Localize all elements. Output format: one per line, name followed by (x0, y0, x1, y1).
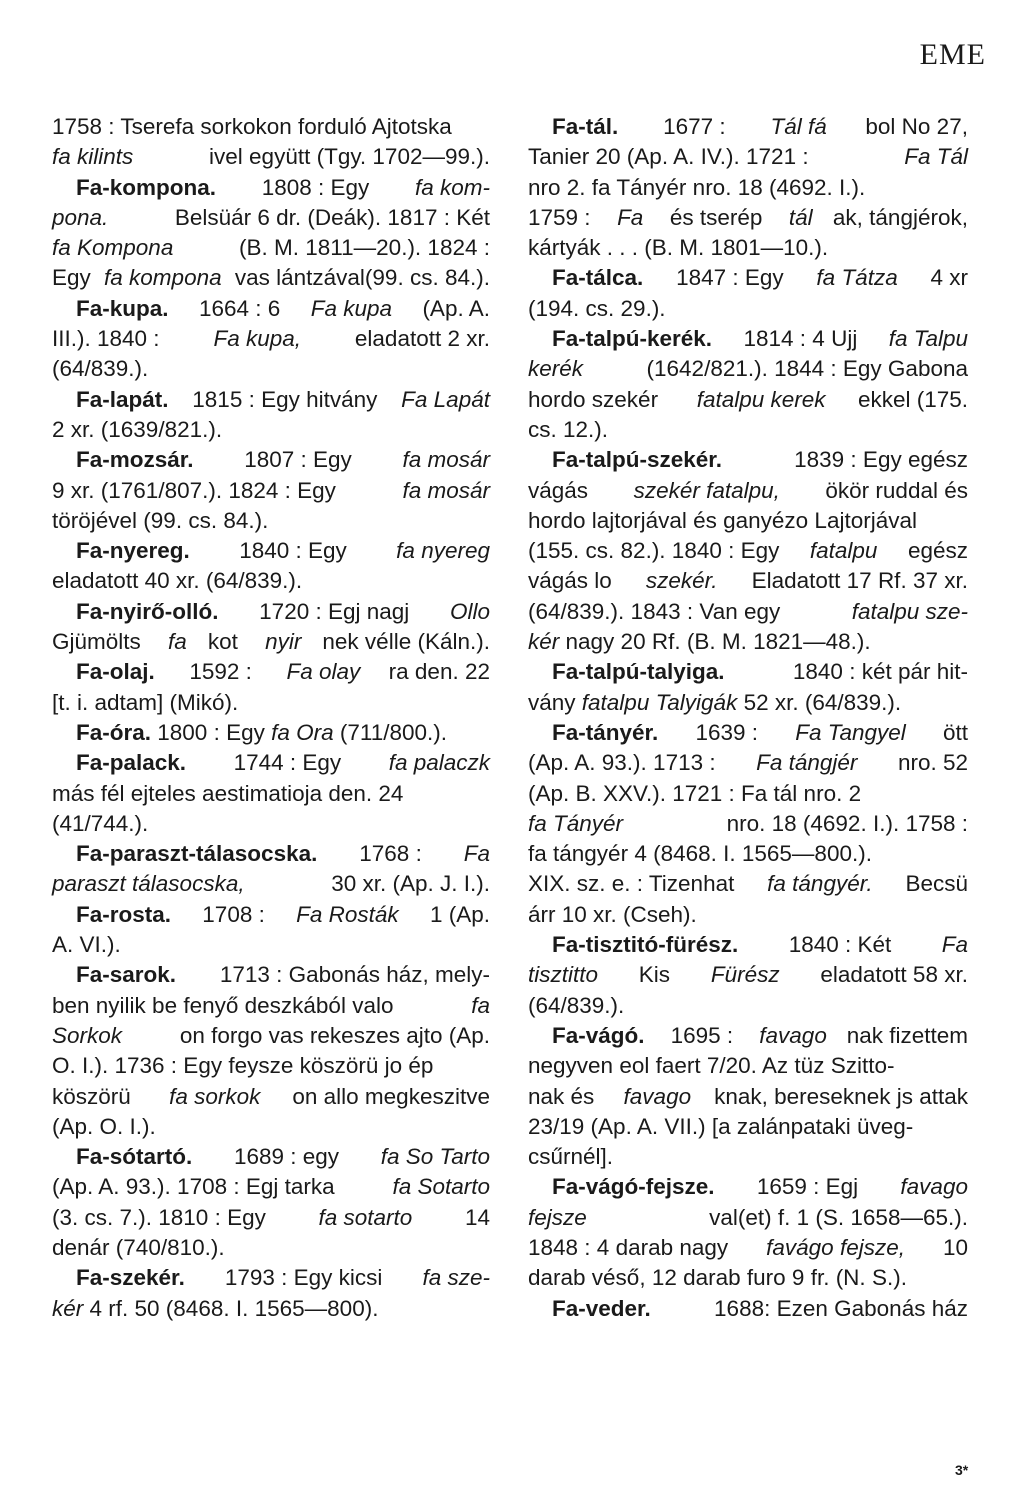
text-line (528, 1021, 968, 1051)
text-line (52, 1112, 490, 1142)
text-line (52, 930, 490, 960)
text-line (528, 930, 968, 960)
line-text: 2 xr. (1639/821.). (52, 416, 223, 442)
text-line (52, 597, 490, 627)
line-text: Egy (52, 265, 98, 291)
line-text: 1592 : (183, 659, 259, 685)
text-line (528, 142, 968, 172)
entry-headword: Fa-talpú-talyiga. (552, 659, 725, 685)
text-line (52, 960, 490, 990)
line-text: 52 xr. (64/839.). (737, 689, 902, 715)
text-line (528, 173, 968, 203)
line-text: árr 10 xr. (Cseh). (528, 901, 697, 927)
text-line (528, 1082, 968, 1112)
text-line (52, 1294, 490, 1324)
quoted-term: favago (900, 1174, 968, 1200)
quoted-term: fa sze- (422, 1265, 490, 1291)
line-text: (711/800.). (333, 719, 448, 745)
entry-headword: Fa-rosta. (76, 901, 172, 927)
text-line (52, 173, 490, 203)
text-line (52, 112, 490, 142)
line-text: 1808 : Egy (255, 174, 376, 200)
quoted-term: kér (528, 629, 560, 655)
quoted-term: fa Sotarto (392, 1174, 490, 1200)
text-line (528, 1233, 968, 1263)
text-line (52, 1082, 490, 1112)
line-text: 30 xr. (Ap. J. I.). (324, 871, 490, 897)
line-text: 1840 : Két (782, 932, 898, 958)
text-line (52, 294, 490, 324)
line-text: töröjével (99. cs. 84.). (52, 507, 269, 533)
line-text: nro 2. fa Tányér nro. 18 (4692. I.). (528, 174, 866, 200)
text-line (52, 536, 490, 566)
text-line (528, 324, 968, 354)
line-text: 1 (Ap. (423, 901, 490, 927)
text-line (528, 718, 968, 748)
line-text: 23/19 (Ap. A. VII.) [a zalánpataki üveg- (528, 1113, 914, 1139)
line-text: Kis (632, 962, 677, 988)
text-line (528, 869, 968, 899)
line-text: fa tángyér 4 (8468. I. 1565—800.). (528, 841, 872, 867)
text-line (528, 112, 968, 142)
line-text: cs. 12.). (528, 416, 609, 442)
text-line (52, 627, 490, 657)
entry-headword: Fa-lapát. (76, 386, 169, 412)
quoted-term: fa sorkok (169, 1083, 261, 1109)
line-text: köszörü (52, 1083, 138, 1109)
line-text: ökör ruddal és (819, 477, 968, 503)
line-text: vas lántzával(99. cs. 84.). (228, 265, 490, 291)
text-line (52, 1021, 490, 1051)
quoted-term: fa Tányér (528, 810, 624, 836)
line-text: 1814 : 4 Ujj (737, 326, 864, 352)
entry-headword: Fa-olaj. (76, 659, 155, 685)
quoted-term: Ollo (449, 598, 490, 624)
line-text: (41/744.). (52, 810, 149, 836)
line-text: 1848 : 4 darab nagy (528, 1234, 735, 1260)
line-text: (64/839.). (52, 356, 149, 382)
quoted-term: fa So Tarto (380, 1144, 490, 1170)
line-text: knak, bereseknek js attak (714, 1083, 968, 1109)
text-line (52, 1263, 490, 1293)
line-text: (64/839.). 1843 : Van egy (528, 598, 787, 624)
text-line (52, 869, 490, 899)
text-line (52, 445, 490, 475)
line-text: III.). 1840 : (52, 326, 166, 352)
line-text: bol No 27, (865, 114, 968, 139)
quoted-term: Fa Lapát (401, 386, 490, 412)
line-text: nek vélle (Káln.). (322, 629, 490, 655)
line-text: (64/839.). (528, 992, 625, 1018)
line-text: 1759 : (528, 204, 597, 230)
line-text: (155. cs. 82.). 1840 : Egy (528, 538, 786, 564)
text-line (52, 718, 490, 748)
text-line (528, 1142, 968, 1172)
line-text: 1768 : (353, 841, 429, 867)
line-text: [t. i. adtam] (Mikó). (52, 689, 239, 715)
text-line (52, 688, 490, 718)
text-line (528, 960, 968, 990)
entry-headword: Fa-paraszt-tálasocska. (76, 841, 318, 867)
text-line (528, 1263, 968, 1293)
quoted-term: fejsze (528, 1204, 587, 1230)
text-line (52, 203, 490, 233)
line-text: A. VI.). (52, 932, 121, 958)
line-text: eladatott 40 xr. (64/839.). (52, 568, 303, 594)
quoted-term: fa kompona (104, 265, 222, 291)
text-line (528, 354, 968, 384)
quoted-term: fatalpu kerek (696, 386, 826, 412)
line-text: vágás lo (528, 568, 619, 594)
quoted-term: favágo fejsze, (766, 1234, 905, 1260)
line-text: 1815 : Egy hitvány (186, 386, 384, 412)
line-text: (Ap. A. (416, 295, 490, 321)
text-line (52, 779, 490, 809)
line-text: 1688: Ezen Gabonás ház (707, 1295, 968, 1321)
quoted-term: fa Tátza (816, 265, 898, 291)
left-column (52, 112, 490, 1324)
text-line (52, 991, 490, 1021)
text-line (528, 1051, 968, 1081)
quoted-term: fa mosár (402, 447, 490, 473)
line-text: 10 (936, 1234, 968, 1260)
line-text: 1720 : Egj nagj (252, 598, 416, 624)
line-text: és tserép (663, 204, 769, 230)
line-text: 1847 : Egy (669, 265, 790, 291)
text-line (52, 900, 490, 930)
text-line (52, 233, 490, 263)
line-text: vágás (528, 477, 595, 503)
line-text: 1639 : (689, 719, 765, 745)
entry-headword: Fa-veder. (552, 1295, 651, 1321)
entry-headword: Fa-mozsár. (76, 447, 194, 473)
line-text: 1840 : két pár hit- (786, 659, 968, 685)
text-line (528, 294, 968, 324)
text-line (52, 506, 490, 536)
text-line (528, 536, 968, 566)
line-text: 1758 : Tserefa sorkokon forduló Ajtotska (52, 114, 452, 139)
line-text: XIX. sz. e. : Tizenhat (528, 871, 741, 897)
line-text: on allo megkeszitve (292, 1083, 490, 1109)
line-text: ivel együtt (Tgy. 1702—99.). (209, 144, 490, 170)
text-line (52, 1051, 490, 1081)
quoted-term: Fa Rosták (296, 901, 399, 927)
entry-headword: Fa-tisztitó-fürész. (552, 932, 739, 958)
text-line (528, 445, 968, 475)
quoted-term: Tál fá (770, 114, 827, 139)
text-line (528, 657, 968, 687)
entry-headword: Fa-nyereg. (76, 538, 190, 564)
quoted-term: paraszt tálasocska, (52, 871, 245, 897)
quoted-term: Fa kupa (310, 295, 393, 321)
right-column (528, 112, 968, 1324)
quoted-term: Fa kupa, (213, 326, 302, 352)
line-text: nak és (528, 1083, 601, 1109)
line-text: 1800 : Egy (151, 719, 272, 745)
line-text: eladatott 2 xr. (348, 326, 490, 352)
text-line (528, 688, 968, 718)
line-text: vány (528, 689, 582, 715)
text-line (528, 566, 968, 596)
quoted-term: fa kilints (52, 144, 134, 170)
text-line (528, 1203, 968, 1233)
text-line (528, 748, 968, 778)
quoted-term: fatalpu (809, 538, 878, 564)
line-text: 1677 : (656, 114, 732, 139)
quoted-term: Fa (941, 932, 968, 958)
text-line (528, 900, 968, 930)
text-line (52, 566, 490, 596)
text-line (52, 839, 490, 869)
line-text: (Ap. A. 93.). 1708 : Egj tarka (52, 1174, 341, 1200)
line-text: 4 rf. 50 (8468. I. 1565—800). (83, 1295, 379, 1321)
text-line (52, 1172, 490, 1202)
line-text: kártyák . . . (B. M. 1801—10.). (528, 235, 829, 261)
line-text: (3. cs. 7.). 1810 : Egy (52, 1204, 273, 1230)
entry-headword: Fa-sótartó. (76, 1144, 193, 1170)
line-text: Belsüár 6 dr. (Deák). 1817 : Két (168, 204, 490, 230)
quoted-term: Sorkok (52, 1022, 123, 1048)
line-text: kot (207, 629, 245, 655)
quoted-term: szekér. (645, 568, 718, 594)
line-text: ak, tángjérok, (832, 204, 968, 230)
line-text: darab véső, 12 darab furo 9 fr. (N. S.). (528, 1265, 907, 1291)
line-text: denár (740/810.). (52, 1234, 225, 1260)
line-text: negyven eol faert 7/20. Az tüz Szitto- (528, 1053, 895, 1079)
line-text: O. I.). 1736 : Egy feysze köszörü jo ép (52, 1053, 434, 1079)
entry-headword: Fa-tál. (552, 114, 619, 139)
text-line (528, 476, 968, 506)
text-line (52, 1203, 490, 1233)
text-line (528, 1294, 968, 1324)
quoted-term: szekér fatalpu, (633, 477, 780, 503)
quoted-term: fa palaczk (388, 750, 490, 776)
line-text: Gjümölts (52, 629, 148, 655)
entry-headword: Fa-vágó-fejsze. (552, 1174, 715, 1200)
quoted-term: fa tángyér. (767, 871, 873, 897)
line-text: ra den. 22 (388, 659, 490, 685)
quoted-term: fatalpu Talyigák (581, 689, 738, 715)
quoted-term: Fa olay (286, 659, 361, 685)
signature-mark: 3* (955, 1462, 969, 1478)
line-text: csűrnél]. (528, 1144, 614, 1170)
line-text: Tanier 20 (Ap. A. IV.). 1721 : (528, 144, 815, 170)
quoted-term: fa mosár (402, 477, 490, 503)
quoted-term: fa Ora (271, 719, 334, 745)
publisher-mark: EME (919, 38, 986, 71)
line-text: val(et) f. 1 (S. 1658—65.). (702, 1204, 968, 1230)
text-line (52, 476, 490, 506)
line-text: (B. M. 1811—20.). 1824 : (232, 235, 490, 261)
quoted-term: kér (52, 1295, 84, 1321)
entry-headword: Fa-tálca. (552, 265, 644, 291)
quoted-term: pona. (52, 204, 109, 230)
entry-headword: Fa-talpú-kerék. (552, 326, 713, 352)
line-text: ött (936, 719, 968, 745)
line-text: hordo lajtorjával és ganyézo Lajtorjával (528, 507, 917, 533)
line-text: nak fizettem (846, 1022, 968, 1048)
entry-headword: Fa-sarok. (76, 962, 177, 988)
line-text: más fél ejteles aestimatioja den. 24 (52, 780, 404, 806)
line-text: (194. cs. 29.). (528, 295, 666, 321)
quoted-term: fa Kompona (52, 235, 174, 261)
quoted-term: Fa Tál (904, 144, 968, 170)
entry-headword: Fa-kompona. (76, 174, 217, 200)
text-line (528, 233, 968, 263)
line-text: 1713 : Gabonás ház, mely- (213, 962, 490, 988)
text-line (52, 748, 490, 778)
line-text: ekkel (175. (857, 386, 968, 412)
line-text: 1708 : (196, 901, 272, 927)
text-line (528, 415, 968, 445)
line-text: 1793 : Egy kicsi (218, 1265, 389, 1291)
line-text: 1695 : (664, 1022, 740, 1048)
text-line (528, 991, 968, 1021)
entry-headword: Fa-palack. (76, 750, 187, 776)
line-text: nagy 20 Rf. (B. M. 1821—48.). (559, 629, 871, 655)
entry-headword: Fa-kupa. (76, 295, 169, 321)
quoted-term: Fa Tangyel (795, 719, 906, 745)
entry-headword: Fa-szekér. (76, 1265, 185, 1291)
text-line (528, 385, 968, 415)
text-line (52, 809, 490, 839)
quoted-term: fa (471, 992, 490, 1018)
text-line (528, 203, 968, 233)
line-text: 14 (458, 1204, 490, 1230)
line-text: Becsü (899, 871, 968, 897)
line-text: egész (901, 538, 968, 564)
text-line (528, 839, 968, 869)
quoted-term: fa kom- (414, 174, 490, 200)
line-text: (Ap. O. I.). (52, 1113, 156, 1139)
text-line (528, 1112, 968, 1142)
text-line (528, 627, 968, 657)
text-line (52, 324, 490, 354)
line-text: hordo szekér (528, 386, 665, 412)
line-text: 1839 : Egy egész (787, 447, 968, 473)
text-line (528, 1172, 968, 1202)
quoted-term: tisztitto (528, 962, 599, 988)
line-text: 4 xr (924, 265, 968, 291)
line-text: 9 xr. (1761/807.). 1824 : Egy (52, 477, 343, 503)
line-text: 1689 : egy (227, 1144, 346, 1170)
text-line (528, 597, 968, 627)
quoted-term: Fürész (710, 962, 780, 988)
text-line (52, 415, 490, 445)
text-line (528, 506, 968, 536)
text-line (52, 1233, 490, 1263)
line-text: nro. 18 (4692. I.). 1758 : (720, 810, 968, 836)
quoted-term: fa Talpu (888, 326, 968, 352)
line-text: 1659 : Egj (750, 1174, 865, 1200)
text-line (52, 385, 490, 415)
quoted-term: fa sotarto (318, 1204, 413, 1230)
text-line (528, 809, 968, 839)
line-text: (Ap. A. 93.). 1713 : (528, 750, 722, 776)
line-text: 1744 : Egy (227, 750, 348, 776)
quoted-term: fa (168, 629, 187, 655)
quoted-term: tál (788, 204, 813, 230)
text-line (52, 1142, 490, 1172)
text-line (52, 354, 490, 384)
quoted-term: fatalpu sze- (851, 598, 968, 624)
quoted-term: kerék (528, 356, 584, 382)
text-line (52, 657, 490, 687)
line-text: 1664 : 6 (192, 295, 287, 321)
quoted-term: Fa (463, 841, 490, 867)
quoted-term: favago (623, 1083, 692, 1109)
line-text: eladatott 58 xr. (814, 962, 968, 988)
entry-headword: Fa-óra. (76, 719, 152, 745)
line-text: ben nyilik be fenyő deszkából valo (52, 992, 400, 1018)
entry-headword: Fa-talpú-szekér. (552, 447, 723, 473)
line-text: (1642/821.). 1844 : Egy Gabona (640, 356, 968, 382)
text-line (528, 263, 968, 293)
quoted-term: favago (759, 1022, 827, 1048)
line-text: (Ap. B. XXV.). 1721 : Fa tál nro. 2 (528, 780, 862, 806)
text-line (528, 779, 968, 809)
quoted-term: Fa tángjér (756, 750, 858, 776)
line-text: Eladatott 17 Rf. 37 xr. (745, 568, 968, 594)
entry-headword: Fa-tányér. (552, 719, 659, 745)
entry-headword: Fa-nyirő-olló. (76, 598, 219, 624)
quoted-term: fa nyereg (396, 538, 490, 564)
text-line (52, 142, 490, 172)
line-text: nro. 52 (891, 750, 968, 776)
quoted-term: Fa (617, 204, 644, 230)
line-text: 1807 : Egy (237, 447, 359, 473)
line-text: 1840 : Egy (232, 538, 354, 564)
text-line (52, 263, 490, 293)
entry-headword: Fa-vágó. (552, 1022, 645, 1048)
quoted-term: nyir (265, 629, 302, 655)
line-text: on forgo vas rekeszes ajto (Ap. (179, 1022, 490, 1048)
